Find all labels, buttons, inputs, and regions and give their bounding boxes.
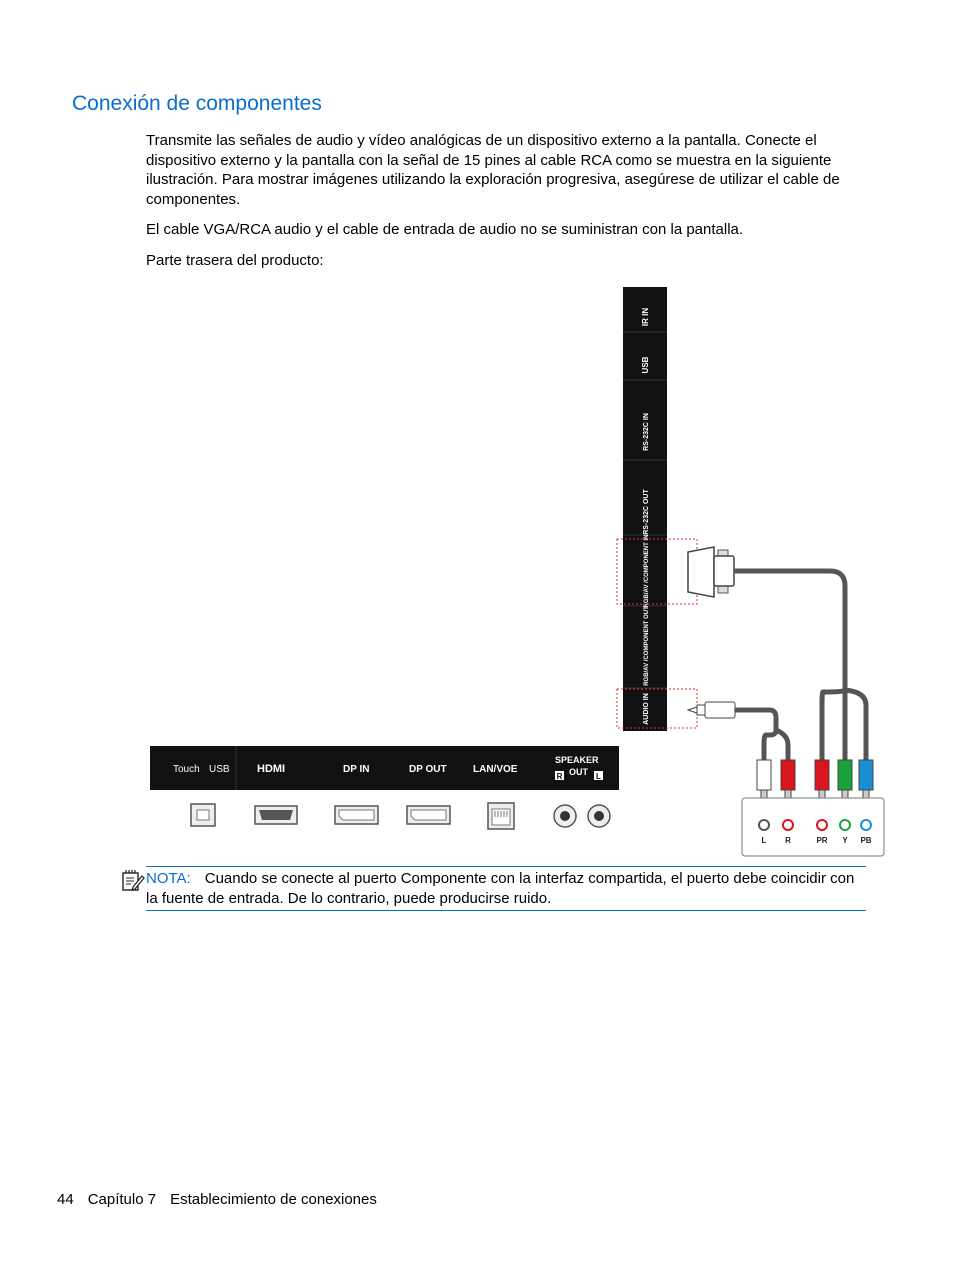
label-speaker-out: OUT <box>569 767 588 777</box>
jack-label-y: Y <box>842 836 848 845</box>
port-label-usb: USB <box>641 356 650 374</box>
rca-plug-pr <box>815 760 829 804</box>
jack-label-pb: PB <box>860 836 872 845</box>
label-speaker: SPEAKER <box>555 755 599 765</box>
dp-in-port <box>335 806 378 824</box>
note-text: Cuando se conecte al puerto Componente con la interfaz compartida, el puerto debe coincidir con la fuente de entrada. De lo contrario, puede producirse ruido. <box>146 870 855 907</box>
chapter-label: Capítulo 7 <box>87 1191 157 1208</box>
jack-label-left: L <box>761 836 767 845</box>
port-label-audio-in: AUDIO IN <box>643 693 650 725</box>
jack-label-pr: PR <box>816 836 828 845</box>
label-speaker-l: L <box>596 772 601 781</box>
label-dp-in: DP IN <box>343 764 370 775</box>
label-usb: USB <box>209 764 230 775</box>
note-box <box>146 866 866 911</box>
label-lan: LAN/VOE <box>473 764 518 775</box>
page-title: Conexión de componentes <box>72 92 322 115</box>
port-label-rs232c-in: RS-232C IN <box>643 413 650 451</box>
speaker-out-ports <box>554 805 610 827</box>
cable-paragraph: El cable VGA/RCA audio y el cable de entrada de audio no se suministran con la pantalla. <box>146 221 744 238</box>
rca-plug-audio-left <box>757 760 771 804</box>
usb-b-port <box>191 804 215 826</box>
rca-plug-y <box>838 760 852 804</box>
rca-plug-pb <box>859 760 873 804</box>
note-label: NOTA: <box>146 870 191 887</box>
label-touch: Touch <box>173 764 200 775</box>
dp-out-port <box>407 806 450 824</box>
page-number: 44 <box>57 1191 74 1208</box>
label-speaker-r: R <box>556 772 563 781</box>
note-icon <box>121 869 145 893</box>
port-label-ir-in: IR IN <box>641 307 650 327</box>
label-dp-out: DP OUT <box>409 764 447 775</box>
hdmi-port <box>255 806 297 824</box>
label-hdmi: HDMI <box>257 763 286 775</box>
figure-caption: Parte trasera del producto: <box>146 252 324 269</box>
port-label-rgb-component-out: RGB/AV /COMPONENT OUT <box>644 606 650 686</box>
page-footer <box>57 1191 391 1208</box>
intro-paragraph: Transmite las señales de audio y vídeo analógicas de un dispositivo externo a la pantalla. Conecte el dispositivo externo y la pantalla con la señal de 15 pines al cable RCA como se muestra en la siguiente ilustración. Para mostrar imágenes utilizando la exploración progresiva, asegúrese de utilizar el cable de componentes. <box>146 132 840 208</box>
component-cable <box>734 571 845 690</box>
port-label-rs232c-out: RS-232C OUT <box>643 489 650 535</box>
jack-label-right: R <box>785 836 791 845</box>
audio-cable <box>735 710 776 760</box>
audio-minijack <box>688 702 735 718</box>
vga-connector <box>688 547 734 597</box>
rca-plug-audio-right <box>781 760 795 804</box>
section-label: Establecimiento de conexiones <box>170 1191 377 1208</box>
lan-port <box>488 803 514 829</box>
port-label-rgb-component-in: RGB/AV /COMPONENT IN <box>644 534 650 608</box>
